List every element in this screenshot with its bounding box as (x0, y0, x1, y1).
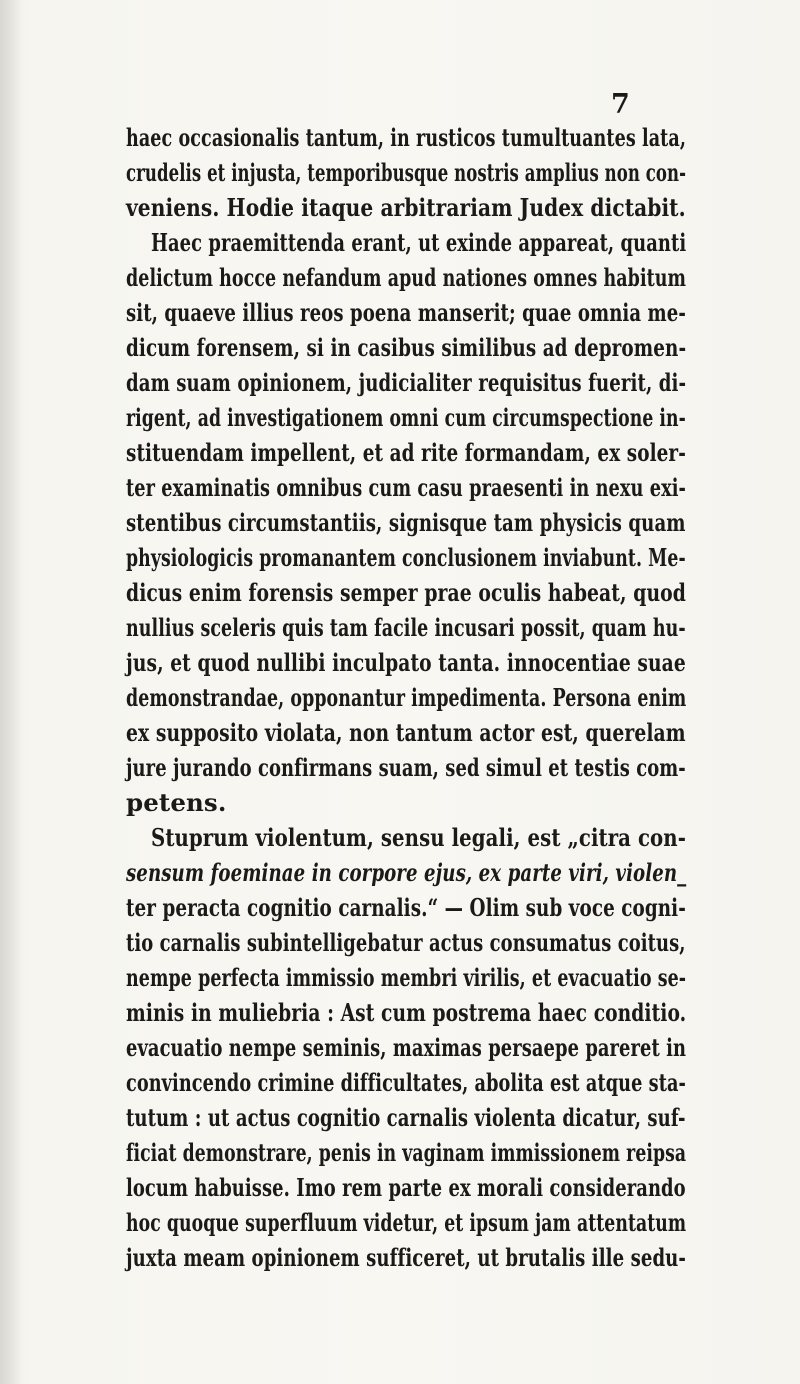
text-line: Haec praemittenda erant, ut exinde appareat, quanti (151, 228, 687, 257)
text-line: nullius sceleris quis tam facile incusari possit, quam hu- (126, 613, 686, 642)
text-line: crudelis et injusta, temporibusque nostris amplius non con- (126, 158, 687, 187)
text-line: evacuatio nempe seminis, maximas persaepe pareret in (126, 1033, 687, 1062)
text-line: sensum foeminae in corpore ejus, ex parte viri, violen_ (126, 858, 687, 887)
text-line: ter peracta cognitio carnalis.“ — Olim sub voce cogni- (126, 893, 686, 922)
text-line: petens. (126, 788, 227, 817)
text-line: demonstrandae, opponantur impedimenta. Persona enim (126, 683, 687, 712)
text-line: dicus enim forensis semper prae oculis habeat, quod (126, 578, 686, 607)
page-number: 7 (611, 89, 630, 120)
text-line: ex supposito violata, non tantum actor est, querelam (126, 718, 686, 747)
text-line: juxta meam opinionem sufficeret, ut brutalis ille sedu- (126, 1243, 686, 1272)
text-line: rigent, ad investigationem omni cum circumspectione in- (126, 403, 686, 432)
text-line: ficiat demonstrare, penis in vaginam immissionem reipsa (126, 1138, 687, 1167)
text-line: hoc quoque superfluum videtur, et ipsum jam attentatum (126, 1208, 687, 1237)
text-line: ter examinatis omnibus cum casu praesenti in nexu exi- (126, 473, 686, 502)
text-line: sit, quaeve illius reos poena manserit; quae omnia me- (126, 298, 686, 327)
page-edge-shadow (0, 0, 22, 1384)
text-line: jus, et quod nullibi inculpato tanta. innocentiae suae (126, 648, 686, 677)
text-line: stituendam impellent, et ad rite formandam, ex soler- (126, 438, 686, 467)
text-line: delictum hocce nefandum apud nationes omnes habitum (126, 263, 687, 292)
text-line: tutum : ut actus cognitio carnalis violenta dicatur, suf- (126, 1103, 686, 1132)
text-line: jure jurando confirmans suam, sed simul et testis com- (126, 753, 686, 782)
text-line: locum habuisse. Imo rem parte ex morali considerando (126, 1173, 686, 1202)
text-line: dicum forensem, si in casibus similibus ad depromen- (126, 333, 687, 362)
text-line: dam suam opinionem, judicialiter requisitus fuerit, di- (126, 368, 687, 397)
text-line: minis in muliebria : Ast cum postrema haec conditio. (126, 998, 687, 1027)
text-line: nempe perfecta immissio membri virilis, et evacuatio se- (126, 963, 687, 992)
text-line: convincendo crimine difficultates, abolita est atque sta- (126, 1068, 686, 1097)
text-line: Stuprum violentum, sensu legali, est „citra con- (151, 823, 686, 852)
text-line: tio carnalis subintelligebatur actus consumatus coitus, (126, 928, 686, 957)
text-line: physiologicis promanantem conclusionem inviabunt. Me- (126, 543, 686, 572)
text-line: veniens. Hodie itaque arbitrariam Judex dictabit. (126, 193, 686, 222)
text-line: stentibus circumstantiis, signisque tam physicis quam (126, 508, 686, 537)
text-line: haec occasionalis tantum, in rusticos tumultuantes lata, (126, 123, 687, 152)
